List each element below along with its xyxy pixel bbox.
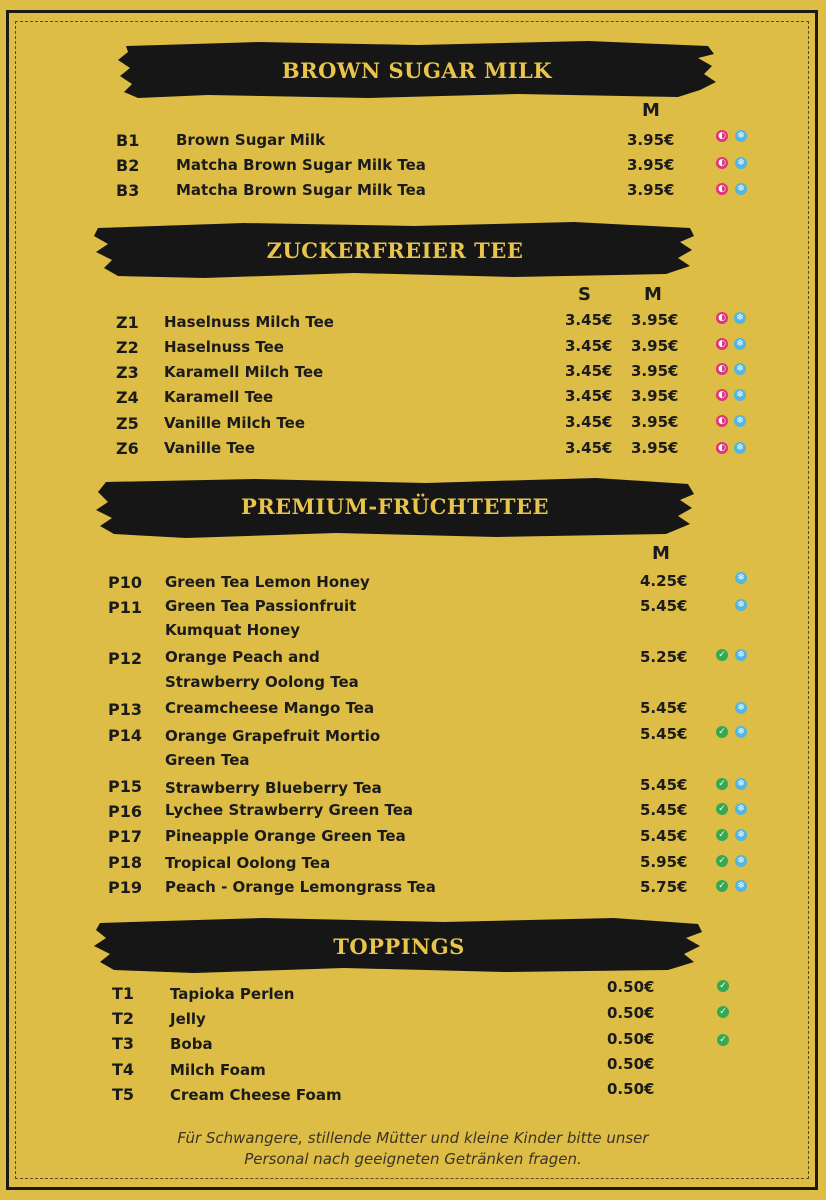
vegan-leaf-icon: ✓ bbox=[716, 829, 728, 841]
lactose-icon: ◐ bbox=[716, 415, 728, 427]
footer-note-line2: Personal nach geeigneten Getränken fragen. bbox=[244, 1150, 582, 1168]
vegan-leaf-icon: ✓ bbox=[716, 726, 728, 738]
item-name-line2: Green Tea bbox=[165, 751, 250, 769]
ice-snowflake-icon: ❄ bbox=[735, 803, 747, 815]
item-price-m: 3.95€ bbox=[631, 362, 679, 380]
item-code: Z6 bbox=[116, 439, 139, 458]
item-code: Z2 bbox=[116, 338, 139, 357]
item-name-line2: Strawberry Oolong Tea bbox=[165, 673, 359, 691]
vegan-leaf-icon: ✓ bbox=[716, 803, 728, 815]
ice-snowflake-icon: ❄ bbox=[734, 312, 746, 324]
item-price-s: 3.45€ bbox=[565, 362, 613, 380]
item-code: Z5 bbox=[116, 414, 139, 433]
ice-snowflake-icon: ❄ bbox=[735, 649, 747, 661]
item-price-s: 3.45€ bbox=[565, 413, 613, 431]
item-name: Haselnuss Milch Tee bbox=[164, 313, 334, 331]
item-price-m: 4.25€ bbox=[640, 572, 688, 590]
vegan-leaf-icon: ✓ bbox=[717, 1034, 729, 1046]
item-price-m: 3.95€ bbox=[631, 387, 679, 405]
item-name: Karamell Tee bbox=[164, 388, 274, 406]
item-price-m: 3.95€ bbox=[631, 311, 679, 329]
item-price-m: 5.45€ bbox=[640, 827, 688, 845]
item-name: Orange Peach and bbox=[165, 648, 320, 666]
lactose-icon: ◐ bbox=[716, 130, 728, 142]
item-name: Creamcheese Mango Tea bbox=[165, 699, 375, 717]
item-name: Strawberry Blueberry Tea bbox=[165, 779, 382, 797]
size-header-m: M bbox=[642, 100, 660, 121]
ice-snowflake-icon: ❄ bbox=[735, 702, 747, 714]
vegan-leaf-icon: ✓ bbox=[717, 980, 729, 992]
item-price: 0.50€ bbox=[607, 1080, 655, 1098]
ice-snowflake-icon: ❄ bbox=[735, 183, 747, 195]
item-price-m: 3.95€ bbox=[627, 181, 675, 199]
item-price-m: 5.95€ bbox=[640, 853, 688, 871]
item-code: B1 bbox=[116, 131, 140, 150]
item-code: P15 bbox=[108, 777, 142, 796]
ice-snowflake-icon: ❄ bbox=[734, 442, 746, 454]
item-price-m: 5.45€ bbox=[640, 801, 688, 819]
item-code: Z3 bbox=[116, 363, 139, 382]
banner-brown-sugar-milk bbox=[118, 40, 716, 100]
item-name: Tapioka Perlen bbox=[170, 985, 295, 1003]
item-price-m: 3.95€ bbox=[627, 156, 675, 174]
footer-note-line1: Für Schwangere, stillende Mütter und kleine Kinder bitte unser bbox=[177, 1129, 649, 1147]
item-code: P10 bbox=[108, 573, 142, 592]
section-title: BROWN SUGAR MILK bbox=[281, 57, 553, 83]
item-code: T3 bbox=[112, 1034, 135, 1053]
item-name: Pineapple Orange Green Tea bbox=[165, 827, 406, 845]
banner-toppings bbox=[94, 916, 704, 976]
item-code: P16 bbox=[108, 802, 142, 821]
lactose-icon: ◐ bbox=[716, 183, 728, 195]
item-code: P14 bbox=[108, 726, 142, 745]
item-name: Brown Sugar Milk bbox=[176, 131, 326, 149]
item-code: Z1 bbox=[116, 313, 139, 332]
section-title: ZUCKERFREIER TEE bbox=[266, 237, 524, 263]
item-name: Vanille Milch Tee bbox=[164, 414, 305, 432]
item-price: 0.50€ bbox=[607, 978, 655, 996]
item-code: P19 bbox=[108, 878, 142, 897]
item-name: Boba bbox=[170, 1035, 213, 1053]
ice-snowflake-icon: ❄ bbox=[735, 572, 747, 584]
ice-snowflake-icon: ❄ bbox=[735, 157, 747, 169]
item-code: T4 bbox=[112, 1060, 135, 1079]
lactose-icon: ◐ bbox=[716, 338, 728, 350]
item-name: Green Tea Lemon Honey bbox=[165, 573, 370, 591]
section-title: PREMIUM-FRÜCHTETEE bbox=[240, 493, 550, 519]
vegan-leaf-icon: ✓ bbox=[716, 778, 728, 790]
vegan-leaf-icon: ✓ bbox=[717, 1006, 729, 1018]
item-code: B3 bbox=[116, 181, 140, 200]
item-price-m: 3.95€ bbox=[627, 131, 675, 149]
item-price-s: 3.45€ bbox=[565, 387, 613, 405]
section-title: TOPPINGS bbox=[333, 933, 465, 959]
item-code: P13 bbox=[108, 700, 142, 719]
ice-snowflake-icon: ❄ bbox=[734, 338, 746, 350]
lactose-icon: ◐ bbox=[716, 312, 728, 324]
item-price-s: 3.45€ bbox=[565, 311, 613, 329]
lactose-icon: ◐ bbox=[716, 363, 728, 375]
ice-snowflake-icon: ❄ bbox=[735, 855, 747, 867]
item-code: T2 bbox=[112, 1009, 135, 1028]
item-code: P18 bbox=[108, 853, 142, 872]
item-price: 0.50€ bbox=[607, 1055, 655, 1073]
item-price: 0.50€ bbox=[607, 1030, 655, 1048]
ice-snowflake-icon: ❄ bbox=[734, 415, 746, 427]
item-code: T5 bbox=[112, 1085, 135, 1104]
item-price: 0.50€ bbox=[607, 1004, 655, 1022]
item-price-m: 5.45€ bbox=[640, 699, 688, 717]
banner-zuckerfreier-tee bbox=[94, 220, 696, 280]
item-name: Vanille Tee bbox=[164, 439, 255, 457]
item-name: Green Tea Passionfruit bbox=[165, 597, 357, 615]
size-header-s: S bbox=[578, 284, 591, 305]
item-code: P11 bbox=[108, 598, 142, 617]
lactose-icon: ◐ bbox=[716, 442, 728, 454]
ice-snowflake-icon: ❄ bbox=[735, 880, 747, 892]
item-price-s: 3.45€ bbox=[565, 337, 613, 355]
item-code: P17 bbox=[108, 827, 142, 846]
ice-snowflake-icon: ❄ bbox=[735, 726, 747, 738]
ice-snowflake-icon: ❄ bbox=[734, 389, 746, 401]
item-code: P12 bbox=[108, 649, 142, 668]
ice-snowflake-icon: ❄ bbox=[735, 778, 747, 790]
ice-snowflake-icon: ❄ bbox=[735, 130, 747, 142]
item-name: Matcha Brown Sugar Milk Tea bbox=[176, 181, 426, 199]
item-price-m: 3.95€ bbox=[631, 439, 679, 457]
ice-snowflake-icon: ❄ bbox=[734, 363, 746, 375]
item-code: B2 bbox=[116, 156, 140, 175]
item-name: Tropical Oolong Tea bbox=[165, 854, 331, 872]
item-name: Orange Grapefruit Mortio bbox=[165, 727, 381, 745]
item-name: Lychee Strawberry Green Tea bbox=[165, 801, 414, 819]
lactose-icon: ◐ bbox=[716, 389, 728, 401]
ice-snowflake-icon: ❄ bbox=[735, 829, 747, 841]
item-code: Z4 bbox=[116, 388, 139, 407]
size-header-m: M bbox=[652, 543, 670, 564]
item-name: Milch Foam bbox=[170, 1061, 266, 1079]
lactose-icon: ◐ bbox=[716, 157, 728, 169]
item-price-m: 5.45€ bbox=[640, 725, 688, 743]
item-price-m: 5.75€ bbox=[640, 878, 688, 896]
item-name-line2: Kumquat Honey bbox=[165, 621, 301, 639]
item-name: Karamell Milch Tee bbox=[164, 363, 324, 381]
item-price-m: 5.45€ bbox=[640, 776, 688, 794]
ice-snowflake-icon: ❄ bbox=[735, 599, 747, 611]
item-name: Peach - Orange Lemongrass Tea bbox=[165, 878, 436, 896]
item-price-m: 3.95€ bbox=[631, 337, 679, 355]
vegan-leaf-icon: ✓ bbox=[716, 855, 728, 867]
banner-premium-fruechtetee bbox=[96, 476, 694, 536]
item-name: Jelly bbox=[170, 1010, 206, 1028]
item-name: Cream Cheese Foam bbox=[170, 1086, 342, 1104]
item-name: Matcha Brown Sugar Milk Tea bbox=[176, 156, 426, 174]
item-price-s: 3.45€ bbox=[565, 439, 613, 457]
vegan-leaf-icon: ✓ bbox=[716, 880, 728, 892]
vegan-leaf-icon: ✓ bbox=[716, 649, 728, 661]
size-header-m: M bbox=[644, 284, 662, 305]
item-code: T1 bbox=[112, 984, 135, 1003]
item-price-m: 3.95€ bbox=[631, 413, 679, 431]
item-price-m: 5.25€ bbox=[640, 648, 688, 666]
item-price-m: 5.45€ bbox=[640, 597, 688, 615]
item-name: Haselnuss Tee bbox=[164, 338, 284, 356]
